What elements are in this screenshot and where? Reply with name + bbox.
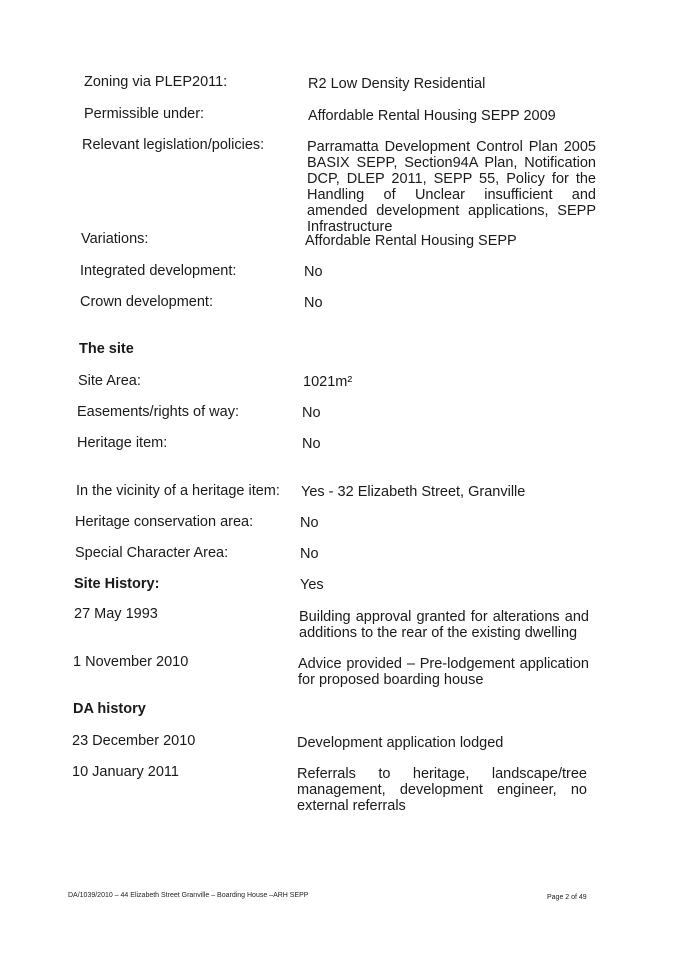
- special-character-value: No: [300, 546, 319, 562]
- site-history-value: Yes: [300, 577, 324, 593]
- heritage-item-label: Heritage item:: [77, 435, 168, 451]
- permissible-label: Permissible under:: [84, 106, 205, 122]
- permissible-value: Affordable Rental Housing SEPP 2009: [308, 108, 556, 124]
- conservation-area-value: No: [300, 515, 319, 531]
- da-referrals-text: Referrals to heritage, landscape/tree management, development engineer, no external referrals: [297, 766, 587, 814]
- da-lodged-text: Development application lodged: [297, 735, 504, 751]
- footer-page-number: Page 2 of 49: [547, 894, 587, 901]
- crown-development-label: Crown development:: [80, 294, 213, 310]
- relevant-legislation-value: Parramatta Development Control Plan 2005 BASIX SEPP, Section94A Plan, Notification DCP, DLEP 2011, SEPP 55, Policy for the Handling of Unclear insufficient and amended development applications, SEPP Infrastructure: [307, 139, 596, 235]
- history-text-2010: Advice provided – Pre-lodgement application for proposed boarding house: [298, 656, 589, 688]
- history-date-1993: 27 May 1993: [74, 606, 158, 622]
- integrated-development-value: No: [304, 264, 323, 280]
- conservation-area-label: Heritage conservation area:: [75, 514, 254, 530]
- relevant-legislation-label: Relevant legislation/policies:: [82, 137, 265, 153]
- da-history-heading: DA history: [73, 701, 146, 717]
- the-site-heading: The site: [79, 341, 134, 357]
- history-text-1993: Building approval granted for alterations and additions to the rear of the existing dwelling: [299, 609, 589, 641]
- crown-development-value: No: [304, 295, 323, 311]
- footer-document-reference: DA/1039/2010 – 44 Elizabeth Street Granville – Boarding House –ARH SEPP: [68, 892, 309, 899]
- special-character-label: Special Character Area:: [75, 545, 229, 561]
- easements-value: No: [302, 405, 321, 421]
- variations-value: Affordable Rental Housing SEPP: [305, 233, 517, 249]
- vicinity-value: Yes - 32 Elizabeth Street, Granville: [301, 484, 526, 500]
- history-date-2010: 1 November 2010: [73, 654, 189, 670]
- vicinity-label: In the vicinity of a heritage item:: [76, 483, 280, 499]
- zoning-label: Zoning via PLEP2011:: [84, 74, 228, 90]
- site-area-label: Site Area:: [78, 373, 141, 389]
- da-referrals-date: 10 January 2011: [72, 764, 179, 780]
- site-history-heading: Site History:: [74, 576, 160, 592]
- integrated-development-label: Integrated development:: [80, 263, 237, 279]
- da-lodged-date: 23 December 2010: [72, 733, 196, 749]
- easements-label: Easements/rights of way:: [77, 404, 239, 420]
- site-area-value: 1021m²: [303, 374, 353, 390]
- zoning-value: R2 Low Density Residential: [308, 76, 486, 92]
- variations-label: Variations:: [81, 231, 149, 247]
- heritage-item-value: No: [302, 436, 321, 452]
